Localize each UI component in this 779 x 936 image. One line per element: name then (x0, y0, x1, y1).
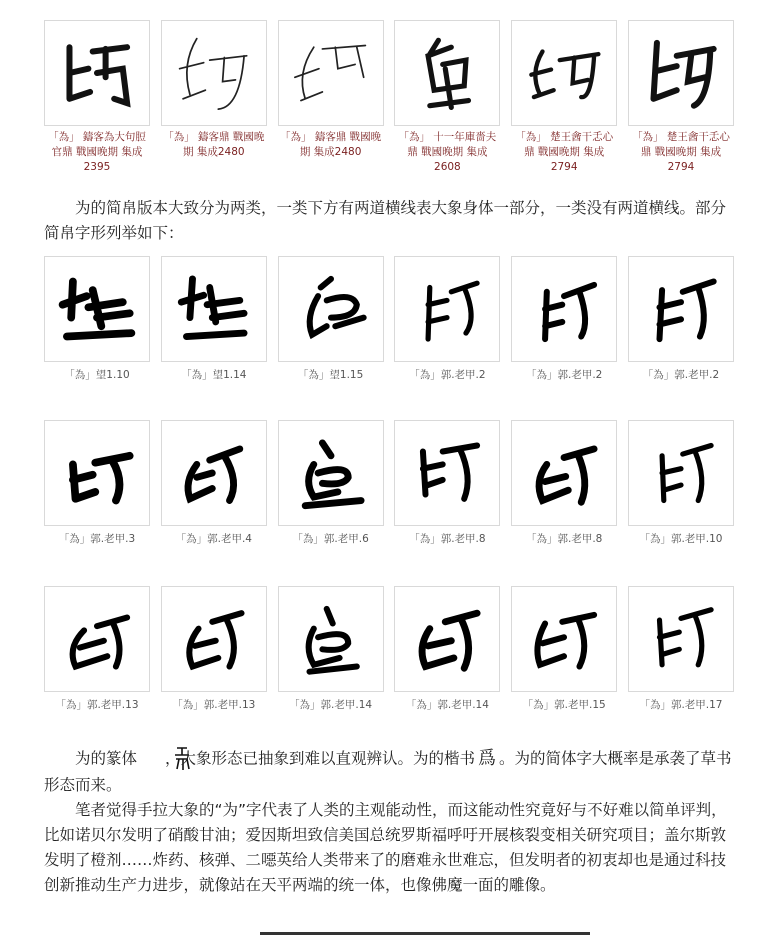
glyph-tile (44, 420, 150, 547)
glyph-image (44, 586, 150, 692)
glyph-image (278, 256, 384, 362)
glyph-tile (44, 20, 150, 175)
glyph-caption: 「為」望1.10 (64, 369, 130, 381)
glyph-caption: 「為」郭.老甲.2 (642, 369, 720, 381)
glyph-tile (628, 256, 734, 383)
glyph-caption: 「為」 楚王酓干忎心鼎 戰國晚期 集成2794 (632, 131, 730, 173)
divider (260, 932, 590, 935)
glyph-caption: 「為」望1.14 (181, 369, 247, 381)
glyph-caption: 「為」郭.老甲.13 (172, 699, 256, 711)
glyph-image (511, 420, 617, 526)
glyph-tile (161, 20, 267, 175)
glyph-caption: 「為」郭.老甲.14 (289, 699, 373, 711)
glyph-image (394, 586, 500, 692)
glyph-caption: 「為」郭.老甲.4 (175, 533, 252, 545)
glyph-caption: 「為」 鑄客鼎 戰國晚期 集成2480 (280, 131, 382, 158)
glyph-caption: 「為」郭.老甲.10 (639, 533, 723, 545)
glyph-caption: 「為」望1.15 (297, 369, 364, 381)
glyph-caption: 「為」郭.老甲.6 (292, 533, 369, 545)
glyph-tile (161, 420, 267, 547)
bamboo-glyph-row-3 (44, 586, 734, 713)
glyph-caption: 「為」 十一年庫嗇夫鼎 戰國晚期 集成2608 (398, 131, 497, 173)
glyph-tile (628, 420, 734, 547)
glyph-image (44, 420, 150, 526)
glyph-caption: 「為」郭.老甲.3 (58, 533, 136, 545)
seal-script-glyph-icon (140, 745, 162, 773)
glyph-tile (628, 586, 734, 713)
glyph-image (161, 420, 267, 526)
glyph-tile (511, 420, 617, 547)
glyph-tile (278, 256, 384, 383)
glyph-tile (44, 586, 150, 713)
paragraph-essay: 笔者觉得手拉大象的“为”字代表了人类的主观能动性，而这能动性究竟好与不好难以简单评判，比如诺贝尔发明了硝酸甘油；爱因斯坦致信美国总统罗斯福呼吁开展核裂变相关研究项目；盖尔斯敦发明了橙剂……炸药、核弹、二噁英给人类带来了的磨难永世难忘，但发明者的初衷却也是通过科技创新推动生产力进步，就像站在天平两端的统一体，也像佛魔一面的雕像。 (44, 801, 727, 894)
glyph-tile (394, 586, 500, 713)
glyph-tile (511, 586, 617, 713)
glyph-image (278, 586, 384, 692)
glyph-image (161, 586, 267, 692)
glyph-image (278, 420, 384, 526)
glyph-caption: 「為」郭.老甲.15 (522, 699, 606, 711)
glyph-caption: 「為」 楚王酓干忎心鼎 戰國晚期 集成2794 (515, 131, 614, 173)
paragraph-seal-kaishu (44, 745, 734, 798)
glyph-image (394, 20, 500, 126)
glyph-caption: 「為」 鑄客為大句脰官鼎 戰國晚期 集成2395 (48, 131, 146, 173)
paragraph-text: 。为的简体字大概率是承袭了草书形态而来。 (44, 749, 732, 794)
glyph-tile (161, 256, 267, 383)
glyph-image (394, 256, 500, 362)
glyph-caption: 「為」郭.老甲.17 (639, 699, 723, 711)
glyph-image (278, 20, 384, 126)
glyph-tile (44, 256, 150, 383)
glyph-tile (278, 420, 384, 547)
paragraph-intro: 为的简帛版本大致分为两类，一类下方有两道横线表大象身体一部分，一类没有两道横线。部分简帛字形列举如下： (44, 199, 727, 242)
glyph-tile (511, 256, 617, 383)
glyph-image (394, 420, 500, 526)
glyph-caption: 「為」郭.老甲.14 (405, 699, 489, 711)
glyph-tile (394, 420, 500, 547)
glyph-image (628, 256, 734, 362)
bronze-glyph-row (44, 20, 734, 175)
glyph-image (161, 256, 267, 362)
glyph-image (44, 20, 150, 126)
glyph-image (44, 256, 150, 362)
glyph-image (511, 586, 617, 692)
glyph-caption: 「為」郭.老甲.8 (409, 533, 486, 545)
glyph-tile (278, 20, 384, 175)
glyph-image (511, 20, 617, 126)
glyph-image (628, 420, 734, 526)
glyph-tile (278, 586, 384, 713)
glyph-tile (161, 586, 267, 713)
glyph-tile (394, 20, 500, 175)
glyph-caption: 「為」 鑄客鼎 戰國晚期 集成2480 (163, 131, 265, 158)
glyph-image (628, 20, 734, 126)
paragraph-text: 为的篆体 (75, 749, 138, 768)
glyph-tile (628, 20, 734, 175)
bamboo-glyph-row-2 (44, 420, 734, 547)
glyph-tile (394, 256, 500, 383)
glyph-tile (511, 20, 617, 175)
glyph-image (628, 586, 734, 692)
glyph-caption: 「為」郭.老甲.8 (526, 533, 603, 545)
kaishu-glyph: 爲 (478, 747, 497, 769)
glyph-caption: 「為」郭.老甲.2 (409, 369, 486, 381)
paragraph-text: ，大象形态已抽象到难以直观辨认。为的楷书 (165, 749, 476, 768)
glyph-caption: 「為」郭.老甲.13 (55, 699, 139, 711)
glyph-image (161, 20, 267, 126)
glyph-image (511, 256, 617, 362)
glyph-caption: 「為」郭.老甲.2 (526, 369, 603, 381)
bamboo-glyph-row-1 (44, 256, 734, 383)
